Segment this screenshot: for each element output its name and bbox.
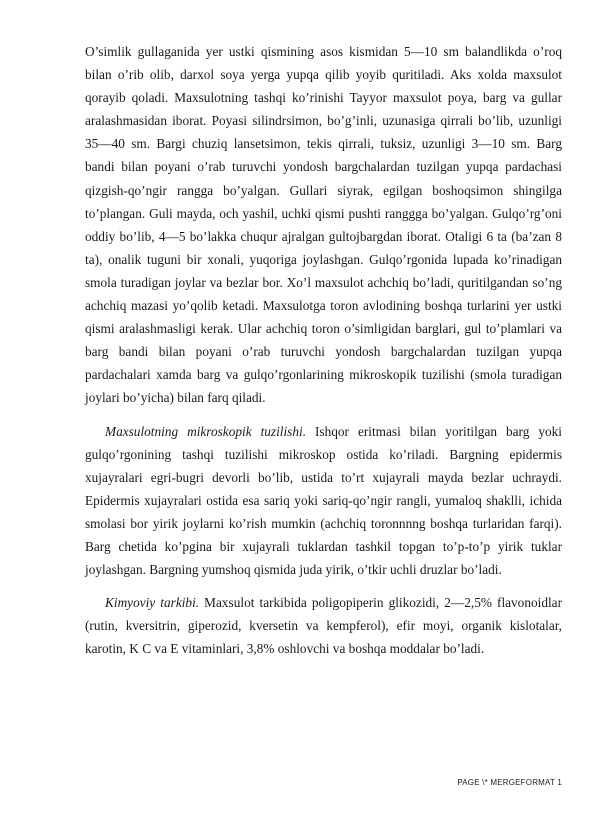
paragraph-text: Maxsulot tarkibida poligopiperin glikozidi, 2—2,5% flavonoidlar (rutin, kversitrin, giperozid, kversetin va kempferol), efir moyi, organik kislotalar, karotin, K C va E vitaminlari, 3,8% oshlovchi va boshqa moddalar bo’ladi. xyxy=(85,595,562,657)
paragraph-text: O’simlik gullaganida yer ustki qismining asos kismidan 5—10 sm balandlikda o’roq bilan o’rib olib, darxol soya yerga yupqa qilib yoyib quritiladi. Aks xolda maxsulot qorayib qoladi. Maxsulotning tashqi ko’rinishi Tayyor maxsulot poya, barg va gullar aralashmasidan iborat. Poyasi silindrsimon, bo’g’inli, uzunasiga qirrali bo’lib, uzunligi 35—40 sm. Bargi chuziq lansetsimon, tekis qirrali, tuksiz, uzunligi 3—10 sm. Barg bandi bilan poyani o’rab turuvchi yondosh bargchalardan tuzilgan yupqa pardachasi qizgish-qo’ngir rangga bo’yalgan. Gullari siyrak, egilgan boshoqsimon shingilga to’plangan. Guli mayda, och yashil, uchki qismi pushti ranggga bo’yalgan. Gulqo’rg’oni oddiy bo’lib, 4—5 bo’lakka chuqur ajralgan gultojbargdan iborat. Otaligi 6 ta (ba’zan 8 ta), onalik tuguni bir xonali, yuqoriga joylashgan. Gulqo’rgonida lupada ko’rinadigan smola turadigan joylar va bezlar bor. Xo’l maxsulot achchiq bo’ladi, quritilgandan so’ng achchiq mazasi yo’qolib ketadi. Maxsulotga toron avlodining boshqa turlarini yer ustki qismi aralashmasligi kerak. Ular achchiq toron o’simligidan barglari, gul to’plamlari va barg bandi bilan poyani o’rab turuvchi yondosh bargchalardan tuzilgan yupqa pardachalari xamda barg va gulqo’rgonlarining mikroskopik tuzilishi (smola turadigan joylari bo’yicha) bilan farq qiladi. xyxy=(85,44,562,406)
paragraph-text: Ishqor eritmasi bilan yoritilgan barg yoki gulqo’rgonining tashqi tuzilishi mikroskop ostida ko’riladi. Bargning epidermis xujayralari egri-bugri devorli bo’lib, ustida to’rt xujayrali mayda bezlar uchraydi. Epidermis xujayralari ostida esa sariq yoki sariq-qo’ngir rangli, yumaloq shaklli, ichida smolasi bor yirik joylarni ko’rish mumkin (achchiq toronnnng boshqa turlaridan farqi). Barg chetida ko’pgina bir xujayrali tuklardan tashkil topgan to’p-to’p yirik tuklar joylashgan. Bargning yumshoq qismida juda yirik, o’tkir uchli druzlar bo’ladi. xyxy=(85,423,562,578)
paragraph-microscopic-structure xyxy=(85,420,562,582)
page-number-footer: PAGE \* MERGEFORMAT 1 xyxy=(457,778,562,787)
section-lead-microscopic: Maxsulotning mikroskopik tuzilishi. xyxy=(105,423,307,439)
paragraph-chemical-composition xyxy=(85,591,562,660)
document-page xyxy=(85,40,562,660)
paragraph-collection-description xyxy=(85,40,562,410)
section-lead-chemical: Kimyoviy tarkibi. xyxy=(105,595,200,611)
